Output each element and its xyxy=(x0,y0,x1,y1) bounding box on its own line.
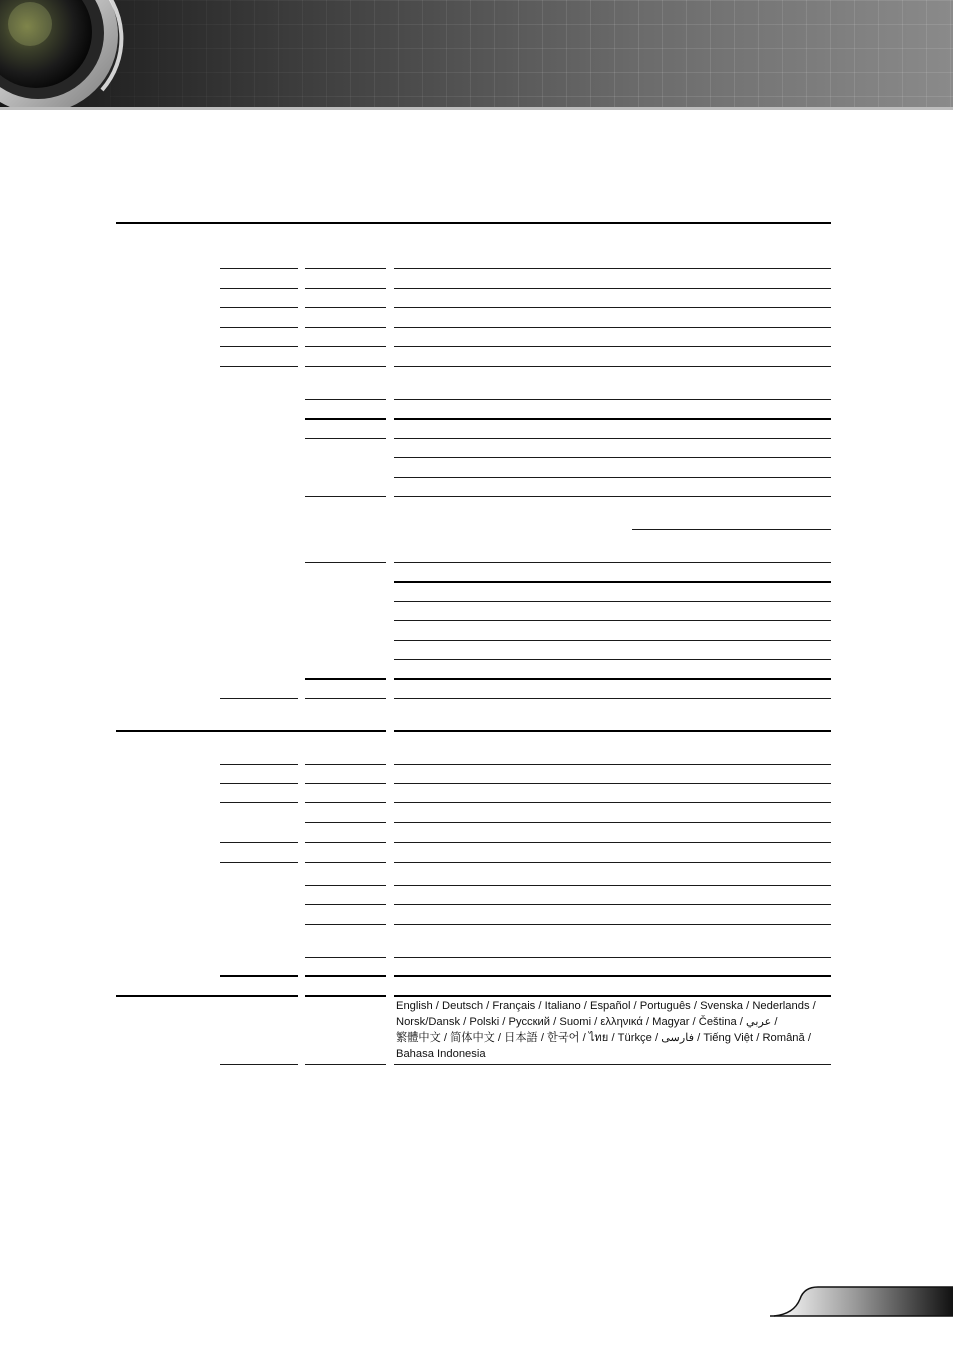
page-number-tab-icon xyxy=(770,1283,953,1318)
table-row-rule xyxy=(305,842,386,843)
table-row-rule xyxy=(305,802,386,803)
section-divider-rule xyxy=(394,730,831,732)
table-row-rule xyxy=(305,924,386,925)
table-row-rule xyxy=(394,601,831,602)
header-grid-pattern xyxy=(110,0,953,110)
table-row-rule xyxy=(305,327,386,328)
table-row-rule xyxy=(305,418,386,420)
table-row-rule xyxy=(394,822,831,823)
table-row-rule xyxy=(305,496,386,497)
table-row-rule xyxy=(305,764,386,765)
table-row-rule xyxy=(305,957,386,958)
table-row-rule xyxy=(394,659,831,660)
section-divider-rule xyxy=(394,995,831,997)
table-row-rule xyxy=(220,975,298,977)
table-row-rule xyxy=(394,975,831,977)
table-row-rule xyxy=(305,975,386,977)
table-row-rule xyxy=(394,457,831,458)
table-row-rule xyxy=(394,957,831,958)
table-row-rule xyxy=(394,885,831,886)
section-divider-rule xyxy=(305,995,386,997)
table-row-rule xyxy=(394,399,831,400)
table-row-rule xyxy=(220,802,298,803)
languages-line: Norsk/Dansk / Polski / Русский / Suomi / ελληνικά / Magyar / Čeština / عربي / xyxy=(396,1016,778,1028)
table-row-rule xyxy=(305,698,386,699)
table-row-rule xyxy=(305,438,386,439)
table-subrow-rule xyxy=(632,529,831,530)
header-banner xyxy=(0,0,953,110)
table-row-rule xyxy=(220,327,298,328)
table-row-rule xyxy=(305,885,386,886)
table-row-rule xyxy=(394,496,831,497)
table-row-rule xyxy=(305,678,386,680)
table-row-rule xyxy=(220,346,298,347)
table-bottom-rule xyxy=(220,1064,298,1065)
languages-line: Bahasa Indonesia xyxy=(396,1048,486,1060)
table-row-rule xyxy=(220,307,298,308)
languages-line: English / Deutsch / Français / Italiano / Español / Português / Svenska / Nederlands / xyxy=(396,1000,816,1012)
languages-line: 繁體中文 / 简体中文 / 日本語 / 한국어 / ไทย / Türkçe / فارسی / Tiếng Việt / Română / xyxy=(396,1032,811,1044)
table-row-rule xyxy=(305,904,386,905)
table-row-rule xyxy=(394,438,831,439)
table-row-rule xyxy=(394,327,831,328)
table-row-rule xyxy=(394,924,831,925)
table-row-rule xyxy=(220,764,298,765)
table-row-rule xyxy=(305,822,386,823)
table-row-rule xyxy=(305,366,386,367)
table-row-rule xyxy=(305,562,386,563)
table-row-rule xyxy=(394,904,831,905)
header-divider xyxy=(0,107,953,110)
table-row-rule xyxy=(305,399,386,400)
section-divider-rule xyxy=(116,730,386,732)
table-row-rule xyxy=(220,268,298,269)
table-row-rule xyxy=(394,477,831,478)
table-row-rule xyxy=(394,307,831,308)
table-row-rule xyxy=(394,698,831,699)
table-row-rule xyxy=(220,698,298,699)
table-row-rule xyxy=(394,366,831,367)
table-bottom-rule xyxy=(394,1064,831,1065)
table-row-rule xyxy=(220,842,298,843)
section-divider-rule xyxy=(116,995,298,997)
table-top-rule xyxy=(116,222,831,224)
table-bottom-rule xyxy=(305,1064,386,1065)
table-row-rule xyxy=(305,862,386,863)
table-row-rule xyxy=(394,842,831,843)
table-row-rule xyxy=(394,640,831,641)
table-row-rule xyxy=(305,346,386,347)
table-row-rule xyxy=(305,268,386,269)
table-row-rule xyxy=(394,764,831,765)
table-row-rule xyxy=(394,562,831,563)
table-row-rule xyxy=(220,862,298,863)
table-row-rule xyxy=(394,268,831,269)
table-row-rule xyxy=(394,346,831,347)
projector-lens-icon xyxy=(0,0,130,110)
table-row-rule xyxy=(220,288,298,289)
table-row-rule xyxy=(394,418,831,420)
table-row-rule xyxy=(305,288,386,289)
osd-languages-cell xyxy=(396,998,832,1062)
table-row-rule xyxy=(305,783,386,784)
table-row-rule xyxy=(220,366,298,367)
table-row-rule xyxy=(305,307,386,308)
table-row-rule xyxy=(394,288,831,289)
table-row-rule xyxy=(394,678,831,680)
table-row-rule xyxy=(394,862,831,863)
table-row-rule xyxy=(220,783,298,784)
table-row-rule xyxy=(394,802,831,803)
table-row-rule xyxy=(394,581,831,583)
table-row-rule xyxy=(394,620,831,621)
table-row-rule xyxy=(394,783,831,784)
